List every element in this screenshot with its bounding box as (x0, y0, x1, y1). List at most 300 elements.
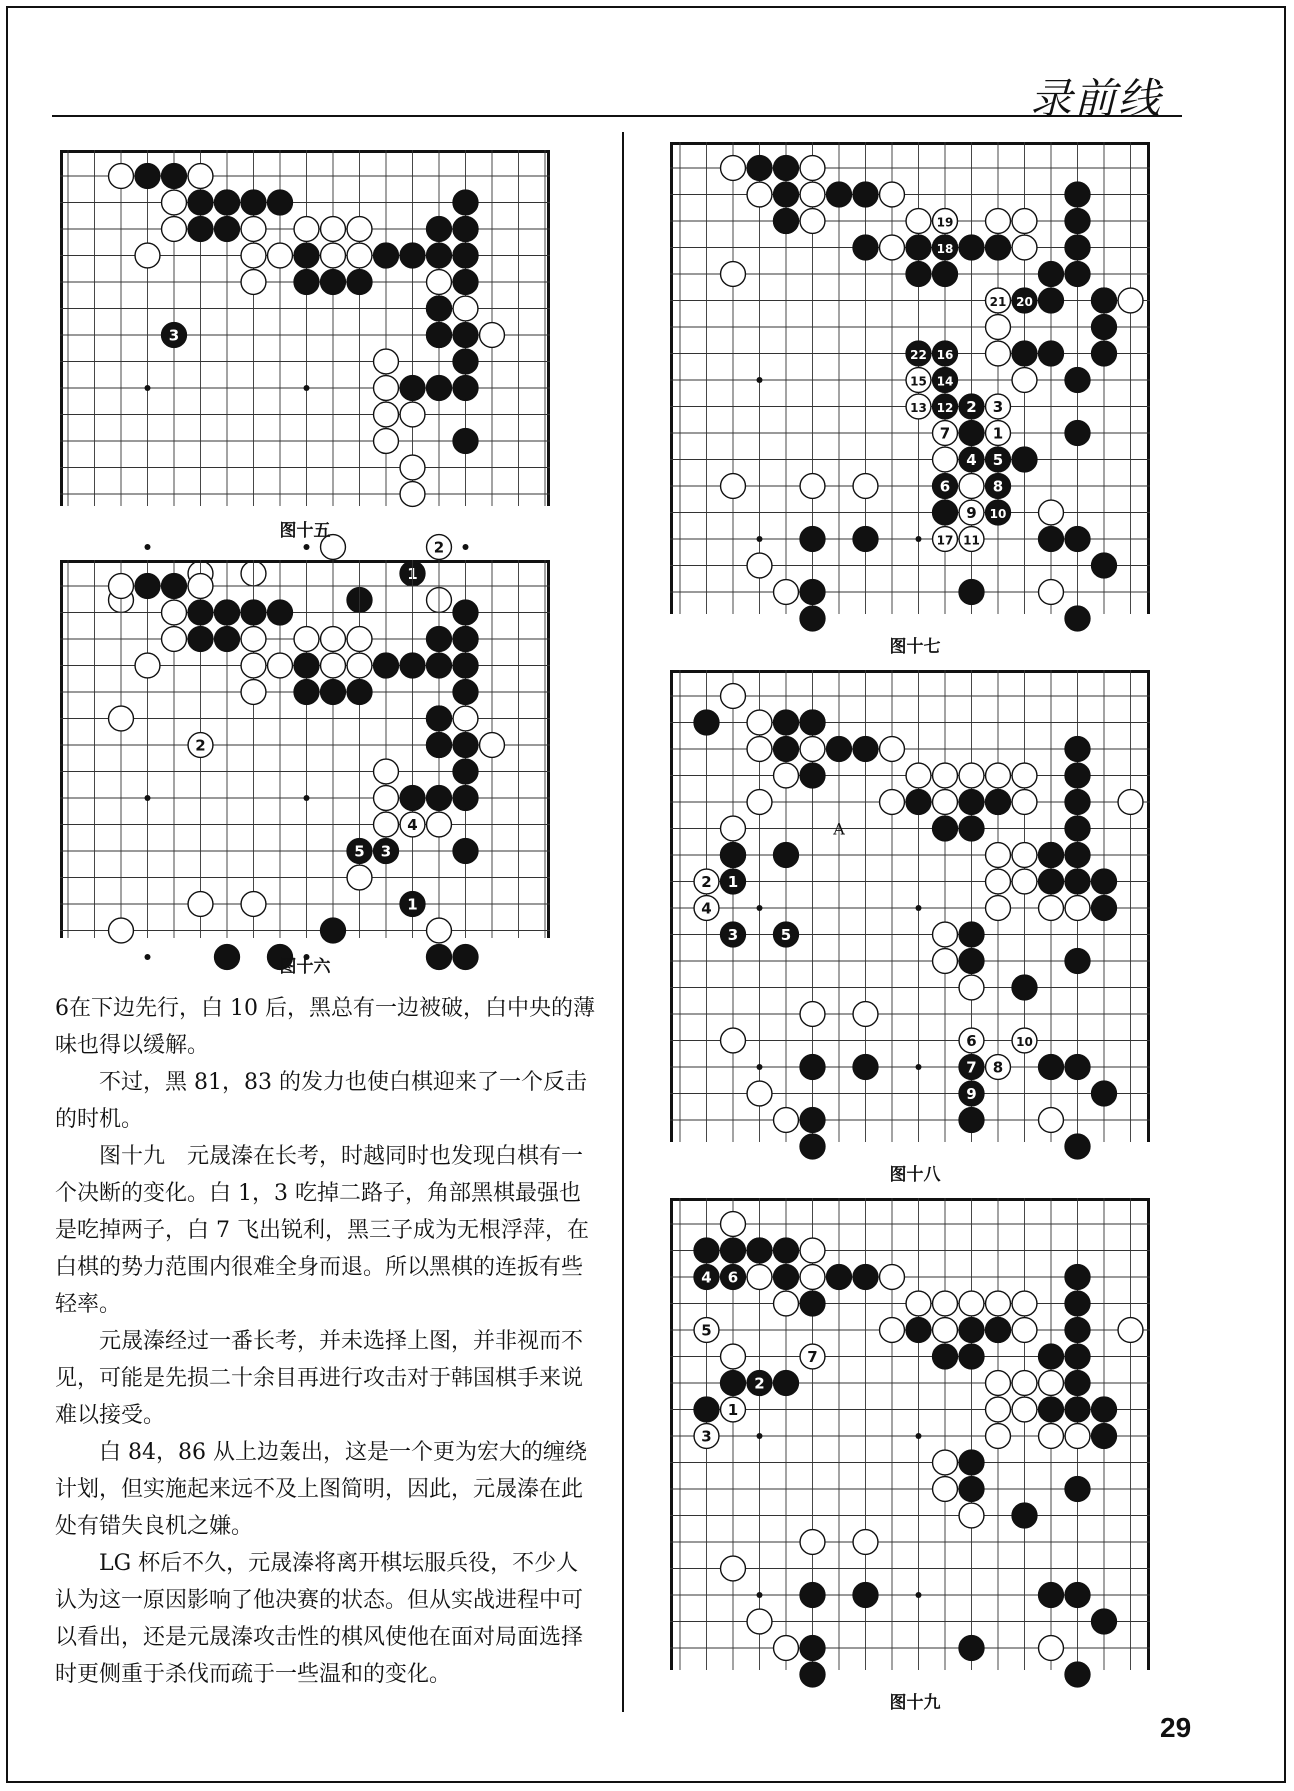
white-stone (109, 574, 134, 599)
black-stone-disc (721, 1371, 746, 1396)
white-stone-disc (800, 182, 825, 207)
black-stone-disc (1065, 606, 1090, 631)
star-point (757, 377, 763, 383)
black-stone-disc (1092, 1424, 1117, 1449)
white-stone (294, 627, 319, 652)
white-stone-disc (241, 217, 266, 242)
star-point (757, 536, 763, 542)
black-stone (1039, 341, 1064, 366)
black-stone-disc (1065, 209, 1090, 234)
move-number: 12 (936, 401, 954, 415)
black-stone-disc (1065, 1134, 1090, 1159)
white-stone (986, 763, 1011, 788)
paragraph: 元晟溱经过一番长考，并未选择上图，并非视而不见，可能是先损二十余目再进行攻击对于韩国棋手来说难以接受。 (55, 1329, 584, 1428)
black-stone (1039, 288, 1064, 313)
black-stone (959, 447, 984, 472)
black-stone (800, 1583, 825, 1608)
white-stone-disc (774, 763, 799, 788)
move-number: 2 (966, 398, 977, 416)
black-stone-disc (215, 945, 240, 970)
white-stone-disc (374, 376, 399, 401)
white-stone-disc (986, 315, 1011, 340)
black-stone-disc (453, 759, 478, 784)
black-stone (986, 235, 1011, 260)
white-stone-disc (721, 816, 746, 841)
black-stone (774, 737, 799, 762)
black-stone (1065, 1318, 1090, 1343)
white-stone-disc (800, 474, 825, 499)
black-stone (933, 816, 958, 841)
black-stone (1092, 869, 1117, 894)
star-point (757, 1592, 763, 1598)
white-stone-disc (986, 209, 1011, 234)
move-number: 17 (936, 533, 954, 548)
white-stone (188, 164, 213, 189)
black-stone (135, 574, 160, 599)
star-point (304, 385, 310, 391)
white-stone-disc (162, 627, 187, 652)
white-stone (268, 653, 293, 678)
black-stone-disc (453, 627, 478, 652)
white-stone (986, 896, 1011, 921)
black-stone (1065, 1371, 1090, 1396)
white-stone-disc (933, 790, 958, 815)
white-stone (800, 1530, 825, 1555)
black-stone (453, 839, 478, 864)
white-stone-disc (109, 706, 134, 731)
black-stone (1065, 1583, 1090, 1608)
white-stone (800, 1265, 825, 1290)
white-stone-disc (241, 243, 266, 268)
black-stone (959, 1636, 984, 1661)
white-stone (986, 288, 1011, 313)
black-stone-disc (215, 600, 240, 625)
white-stone (162, 600, 187, 625)
white-stone (321, 217, 346, 242)
black-stone-disc (959, 1344, 984, 1369)
white-stone (721, 1212, 746, 1237)
black-stone-disc (959, 1477, 984, 1502)
black-stone (1092, 288, 1117, 313)
white-stone-disc (321, 653, 346, 678)
black-stone-disc (853, 182, 878, 207)
move-number: 19 (936, 215, 954, 230)
move-number: 6 (727, 1268, 739, 1287)
black-stone-disc (1039, 1583, 1064, 1608)
white-stone-disc (400, 402, 425, 427)
black-stone-disc (853, 235, 878, 260)
white-stone (880, 1265, 905, 1290)
black-stone (1012, 1503, 1037, 1528)
black-stone-disc (1039, 843, 1064, 868)
white-stone (721, 1344, 746, 1369)
white-stone-disc (933, 1450, 958, 1475)
black-stone (694, 1265, 719, 1290)
white-stone-disc (1039, 896, 1064, 921)
black-stone (427, 323, 452, 348)
black-stone (427, 217, 452, 242)
black-stone (986, 500, 1011, 525)
black-stone (188, 600, 213, 625)
white-stone (959, 500, 984, 525)
black-stone (959, 1081, 984, 1106)
black-stone-disc (1065, 949, 1090, 974)
white-stone-disc (986, 869, 1011, 894)
white-stone-disc (906, 209, 931, 234)
black-stone (959, 1477, 984, 1502)
white-stone (721, 262, 746, 287)
black-stone-disc (1012, 447, 1037, 472)
black-stone (1065, 182, 1090, 207)
black-stone (400, 892, 425, 917)
black-stone-disc (853, 1583, 878, 1608)
black-stone (1012, 975, 1037, 1000)
white-stone-disc (747, 790, 772, 815)
white-stone (241, 270, 266, 295)
black-stone (774, 922, 799, 947)
move-number: 5 (992, 451, 1004, 469)
white-stone (1039, 500, 1064, 525)
white-stone (374, 812, 399, 837)
white-stone (800, 209, 825, 234)
black-stone-disc (774, 1265, 799, 1290)
white-stone (135, 653, 160, 678)
white-stone-disc (453, 706, 478, 731)
black-stone-disc (986, 235, 1011, 260)
black-stone-disc (1065, 1477, 1090, 1502)
white-stone (1012, 368, 1037, 393)
white-stone-disc (933, 447, 958, 472)
black-stone (747, 1371, 772, 1396)
white-stone-disc (853, 1530, 878, 1555)
white-stone-disc (1012, 368, 1037, 393)
black-stone-disc (1092, 288, 1117, 313)
white-stone (933, 922, 958, 947)
white-stone (800, 474, 825, 499)
star-point (757, 1064, 763, 1070)
black-stone-disc (986, 790, 1011, 815)
white-stone (933, 421, 958, 446)
white-stone-disc (1039, 1371, 1064, 1396)
black-stone (1039, 527, 1064, 552)
white-stone-disc (347, 865, 372, 890)
black-stone-disc (1065, 235, 1090, 260)
white-stone (109, 706, 134, 731)
black-stone (1092, 1424, 1117, 1449)
black-stone (959, 790, 984, 815)
white-stone (162, 190, 187, 215)
white-stone-disc (986, 1424, 1011, 1449)
black-stone (215, 627, 240, 652)
black-stone (959, 1344, 984, 1369)
white-stone (800, 156, 825, 181)
black-stone-disc (959, 580, 984, 605)
white-stone-disc (162, 600, 187, 625)
move-number: 8 (992, 477, 1004, 496)
white-stone-disc (986, 1291, 1011, 1316)
black-stone (215, 190, 240, 215)
black-stone (1065, 949, 1090, 974)
black-stone (1065, 869, 1090, 894)
white-stone (959, 975, 984, 1000)
black-stone (453, 323, 478, 348)
white-stone (747, 553, 772, 578)
white-stone (135, 243, 160, 268)
white-stone (241, 243, 266, 268)
black-stone (427, 786, 452, 811)
black-stone (453, 653, 478, 678)
black-stone (1065, 1265, 1090, 1290)
black-stone-disc (453, 376, 478, 401)
white-stone (347, 865, 372, 890)
black-stone (827, 182, 852, 207)
black-stone (1092, 896, 1117, 921)
star-point (916, 905, 922, 911)
white-stone (188, 574, 213, 599)
black-stone (747, 156, 772, 181)
black-stone-disc (800, 1291, 825, 1316)
white-stone (241, 680, 266, 705)
move-number: 4 (966, 451, 977, 469)
white-stone (1012, 869, 1037, 894)
paragraph: 图十九 元晟溱在长考，时越同时也发现白棋有一个决断的变化。白 1，3 吃掉二路子，角部黑棋最强也是吃掉两子，白 7 飞出锐利，黑三子成为无根浮萍，在白棋的势力范围内很难全身而退。所以黑棋的连扳有些轻率。 (55, 1144, 589, 1317)
white-stone-disc (453, 296, 478, 321)
black-stone-disc (453, 270, 478, 295)
white-stone-disc (109, 164, 134, 189)
white-stone (427, 812, 452, 837)
black-stone (1065, 843, 1090, 868)
black-stone-disc (933, 1344, 958, 1369)
black-stone (215, 945, 240, 970)
white-stone (880, 1318, 905, 1343)
white-stone (774, 763, 799, 788)
black-stone (959, 922, 984, 947)
black-stone-disc (800, 606, 825, 631)
black-stone-disc (453, 323, 478, 348)
black-stone (1065, 816, 1090, 841)
black-stone (1092, 1397, 1117, 1422)
black-stone (453, 945, 478, 970)
black-stone (1065, 235, 1090, 260)
black-stone-disc (321, 680, 346, 705)
white-stone (694, 1424, 719, 1449)
white-stone (374, 429, 399, 454)
white-stone (321, 243, 346, 268)
white-stone (188, 733, 213, 758)
white-stone-disc (241, 653, 266, 678)
white-stone-disc (933, 1291, 958, 1316)
black-stone (241, 190, 266, 215)
white-stone-disc (933, 949, 958, 974)
black-stone (1065, 368, 1090, 393)
white-stone (721, 684, 746, 709)
black-stone (453, 376, 478, 401)
white-stone-disc (959, 474, 984, 499)
white-stone (694, 896, 719, 921)
black-stone-disc (774, 182, 799, 207)
black-stone (721, 922, 746, 947)
black-stone-disc (215, 627, 240, 652)
star-point (916, 1592, 922, 1598)
white-stone-disc (268, 653, 293, 678)
white-stone-disc (933, 763, 958, 788)
black-stone (1065, 737, 1090, 762)
black-stone-disc (162, 164, 187, 189)
black-stone (906, 262, 931, 287)
black-stone-disc (427, 243, 452, 268)
paragraph: LG 杯后不久，元晟溱将离开棋坛服兵役，不少人认为这一原因影响了他决赛的状态。但从实战进程中可以看出，还是元晟溱攻击性的棋风使他在面对局面选择时更侧重于杀伐而疏于一些温和的变化。 (55, 1551, 584, 1687)
white-stone (1118, 1318, 1143, 1343)
black-stone-disc (427, 627, 452, 652)
white-stone-disc (109, 574, 134, 599)
black-stone (453, 786, 478, 811)
black-stone (427, 653, 452, 678)
black-stone (162, 574, 187, 599)
black-stone (1065, 1397, 1090, 1422)
white-stone-disc (109, 918, 134, 943)
black-stone-disc (453, 945, 478, 970)
black-stone-disc (959, 1636, 984, 1661)
black-stone-disc (1039, 527, 1064, 552)
move-number: 3 (168, 326, 180, 345)
black-stone (721, 843, 746, 868)
white-stone (241, 627, 266, 652)
move-number: 2 (433, 538, 445, 557)
white-stone (800, 1002, 825, 1027)
white-stone (747, 710, 772, 735)
move-number: 2 (701, 873, 712, 891)
black-stone-disc (986, 1318, 1011, 1343)
black-stone (453, 349, 478, 374)
black-stone-disc (1092, 1081, 1117, 1106)
go-board-fig17 (670, 142, 1150, 614)
white-stone (1118, 288, 1143, 313)
black-stone (374, 653, 399, 678)
white-stone-disc (1012, 1291, 1037, 1316)
white-stone-disc (347, 653, 372, 678)
white-stone (721, 816, 746, 841)
white-stone (1039, 1424, 1064, 1449)
white-stone (1012, 1028, 1037, 1053)
white-stone-disc (747, 737, 772, 762)
black-stone (1065, 606, 1090, 631)
white-stone-disc (853, 1002, 878, 1027)
black-stone-disc (1065, 1371, 1090, 1396)
black-stone (959, 949, 984, 974)
white-stone (986, 1291, 1011, 1316)
black-stone-disc (453, 786, 478, 811)
move-number: 1 (407, 565, 418, 583)
white-stone-disc (321, 243, 346, 268)
white-stone (774, 1636, 799, 1661)
black-stone-disc (959, 235, 984, 260)
white-stone-disc (1118, 1318, 1143, 1343)
black-stone-disc (800, 1108, 825, 1133)
black-stone-disc (1065, 527, 1090, 552)
black-stone-disc (853, 527, 878, 552)
black-stone (453, 627, 478, 652)
white-stone (747, 1609, 772, 1634)
white-stone-disc (241, 270, 266, 295)
black-stone (959, 1450, 984, 1475)
black-stone (453, 759, 478, 784)
black-stone-disc (959, 949, 984, 974)
white-stone (774, 580, 799, 605)
white-stone-disc (427, 812, 452, 837)
black-stone-disc (241, 600, 266, 625)
white-stone (188, 892, 213, 917)
move-number: 5 (354, 842, 365, 861)
white-stone (853, 1530, 878, 1555)
white-stone-disc (1039, 580, 1064, 605)
black-stone-disc (215, 190, 240, 215)
move-number: 1 (727, 873, 739, 891)
black-stone (1065, 527, 1090, 552)
move-number: 2 (754, 1374, 765, 1393)
black-stone (721, 869, 746, 894)
white-stone (347, 653, 372, 678)
white-stone-disc (800, 737, 825, 762)
black-stone-disc (1065, 1318, 1090, 1343)
black-stone-disc (453, 733, 478, 758)
white-stone (959, 474, 984, 499)
white-stone-disc (1012, 235, 1037, 260)
white-stone (427, 535, 452, 560)
black-stone-disc (427, 786, 452, 811)
white-stone-disc (986, 341, 1011, 366)
white-stone-disc (880, 737, 905, 762)
white-stone (986, 869, 1011, 894)
black-stone-disc (800, 1636, 825, 1661)
black-stone-disc (906, 790, 931, 815)
black-stone-disc (800, 527, 825, 552)
black-stone-disc (453, 600, 478, 625)
white-stone (959, 527, 984, 552)
white-stone-disc (774, 1636, 799, 1661)
white-stone (1039, 1636, 1064, 1661)
white-stone-disc (721, 156, 746, 181)
black-stone-disc (1065, 368, 1090, 393)
black-stone (694, 1238, 719, 1263)
black-stone-disc (1065, 1397, 1090, 1422)
white-stone (747, 1081, 772, 1106)
white-stone-disc (1012, 869, 1037, 894)
white-stone (747, 790, 772, 815)
white-stone (374, 759, 399, 784)
black-stone (774, 843, 799, 868)
black-stone-disc (241, 190, 266, 215)
white-stone-disc (747, 1609, 772, 1634)
white-stone-disc (906, 763, 931, 788)
black-stone (1039, 1583, 1064, 1608)
move-number: 2 (195, 736, 206, 755)
white-stone-disc (986, 763, 1011, 788)
black-stone (774, 1238, 799, 1263)
go-board-fig19 (670, 1198, 1150, 1670)
black-stone (800, 1291, 825, 1316)
white-stone (241, 217, 266, 242)
white-stone-disc (774, 1291, 799, 1316)
white-stone-disc (1012, 843, 1037, 868)
black-stone-disc (774, 710, 799, 735)
white-stone-disc (747, 710, 772, 735)
black-stone (827, 1265, 852, 1290)
go-board-fig18 (670, 670, 1150, 1142)
white-stone-disc (1012, 1397, 1037, 1422)
black-stone (933, 474, 958, 499)
move-number: 4 (701, 1268, 712, 1287)
star-point (145, 544, 151, 550)
